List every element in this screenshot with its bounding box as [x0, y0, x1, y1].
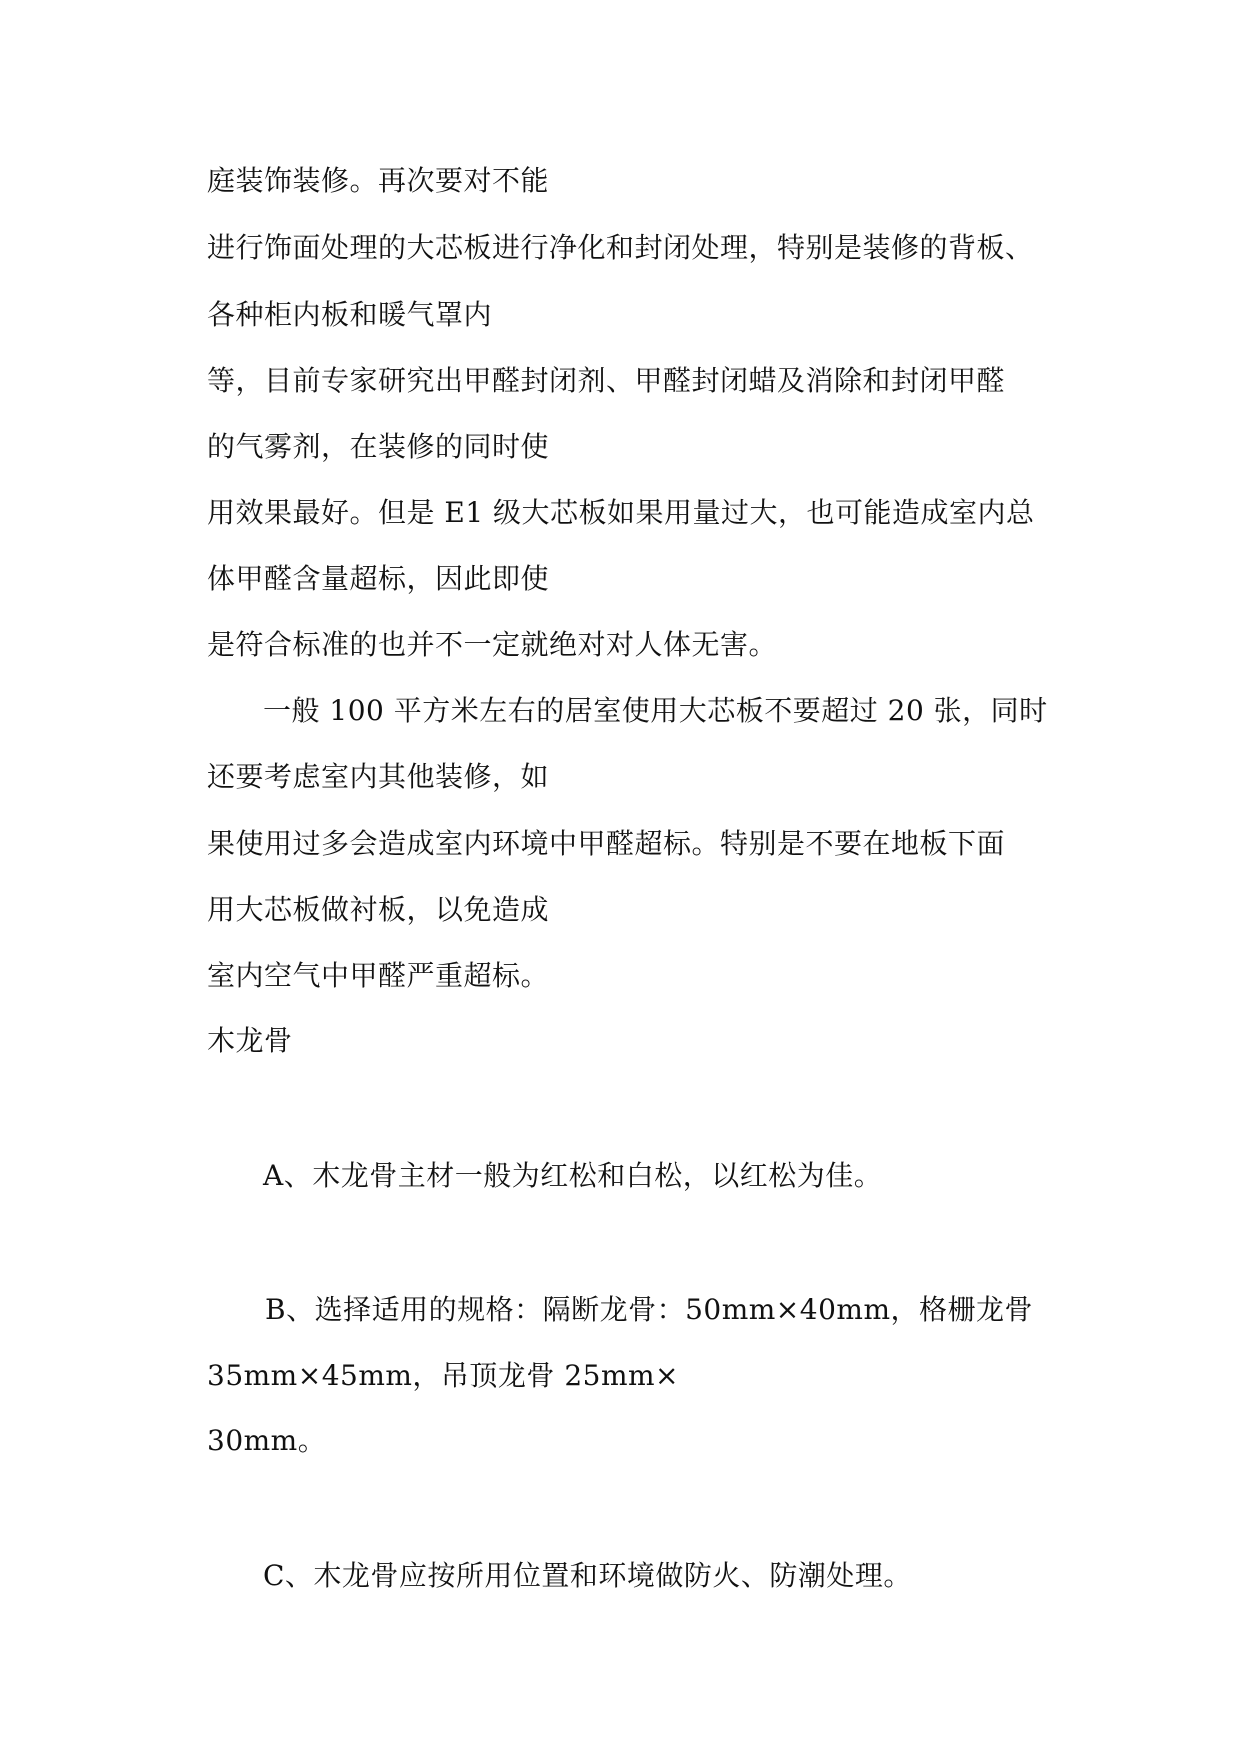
- text-line: 等，目前专家研究出甲醛封闭剂、甲醛封闭蜡及消除和封闭甲醛: [207, 364, 1006, 397]
- paragraph-first-line: 一般 100 平方米左右的居室使用大芯板不要超过 20 张，同时: [263, 694, 1048, 727]
- list-item-b: B、选择适用的规格：隔断龙骨：50mm×40mm，格栅龙骨: [265, 1293, 1034, 1326]
- text-line: 各种柜内板和暖气罩内: [207, 298, 493, 331]
- text-line: 用效果最好。但是 E1 级大芯板如果用量过大，也可能造成室内总: [207, 496, 1035, 529]
- text-line: 30mm。: [207, 1424, 327, 1457]
- section-heading: 木龙骨: [207, 1024, 293, 1057]
- list-item-a: A、木龙骨主材一般为红松和白松，以红松为佳。: [263, 1159, 883, 1192]
- list-item-c: C、木龙骨应按所用位置和环境做防火、防潮处理。: [263, 1559, 912, 1592]
- text-line: 果使用过多会造成室内环境中甲醛超标。特别是不要在地板下面: [207, 827, 1006, 860]
- text-line: 庭装饰装修。再次要对不能: [207, 164, 550, 197]
- text-line: 用大芯板做衬板，以免造成: [207, 893, 550, 926]
- text-line: 是符合标准的也并不一定就绝对对人体无害。: [207, 628, 778, 661]
- text-line: 室内空气中甲醛严重超标。: [207, 959, 550, 992]
- text-line: 体甲醛含量超标，因此即使: [207, 562, 550, 595]
- text-line: 35mm×45mm，吊顶龙骨 25mm×: [207, 1359, 680, 1392]
- text-line: 的气雾剂，在装修的同时使: [207, 430, 550, 463]
- text-line: 进行饰面处理的大芯板进行净化和封闭处理，特别是装修的背板、: [207, 231, 1034, 264]
- text-line: 还要考虑室内其他装修，如: [207, 760, 550, 793]
